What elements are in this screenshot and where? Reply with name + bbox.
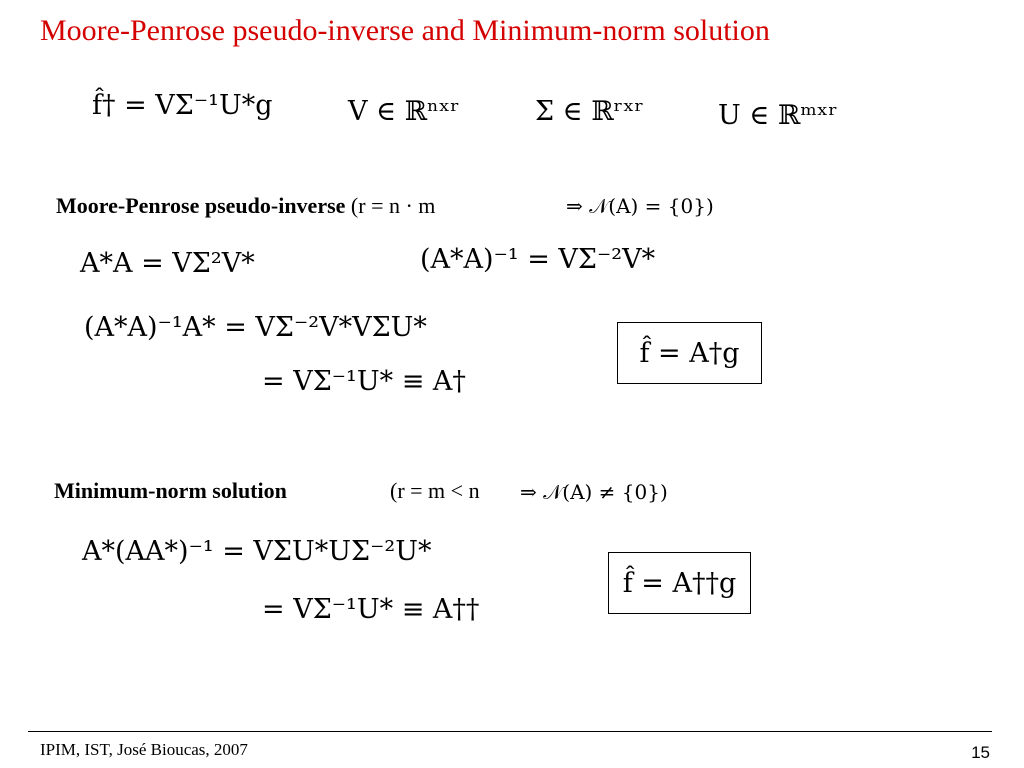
section-title: Minimum-norm solution	[54, 478, 287, 503]
equation-minimum-norm-line1: A*(AA*)⁻¹ = VΣU*UΣ⁻²U*	[82, 536, 432, 567]
section-condition: (r = m < n	[390, 478, 480, 503]
footer-divider	[28, 731, 992, 732]
equation-f-dagger: f̂† = VΣ⁻¹U*g	[92, 90, 273, 121]
boxed-equation: f̂ = A†g	[639, 337, 740, 369]
equation-pseudo-inverse-line1: (A*A)⁻¹A* = VΣ⁻²V*VΣU*	[84, 312, 427, 343]
page-number: 15	[971, 743, 990, 762]
boxed-equation: f̂ = A††g	[622, 567, 737, 599]
section-title: Moore-Penrose pseudo-inverse	[56, 193, 346, 218]
equation-sigma-dimension: Σ ∈ ℝʳˣʳ	[535, 96, 644, 127]
equation-v-dimension: V ∈ ℝⁿˣʳ	[348, 96, 460, 127]
null-space-implication: ⇒ 𝒩(A) = {0})	[566, 194, 714, 218]
equation-minimum-norm-line2: = VΣ⁻¹U* ≡ A††	[262, 594, 480, 625]
equation-ata: A*A = VΣ²V*	[80, 248, 255, 279]
equation-ata-inverse: (A*A)⁻¹ = VΣ⁻²V*	[420, 244, 656, 275]
boxed-solution-pseudo-inverse	[617, 322, 762, 384]
section-heading-pseudo-inverse	[56, 193, 435, 219]
section-condition: (r = n · m	[350, 193, 436, 218]
section-heading-minimum-norm	[54, 478, 287, 504]
null-space-implication: ⇒ 𝒩(A) ≠ {0})	[520, 480, 668, 504]
footer-credit: IPIM, IST, José Bioucas, 2007	[40, 740, 248, 759]
slide-title: Moore-Penrose pseudo-inverse and Minimum-norm solution	[40, 14, 770, 47]
equation-u-dimension: U ∈ ℝᵐˣʳ	[718, 100, 838, 131]
boxed-solution-minimum-norm	[608, 552, 751, 614]
equation-pseudo-inverse-line2: = VΣ⁻¹U* ≡ A†	[262, 366, 466, 397]
